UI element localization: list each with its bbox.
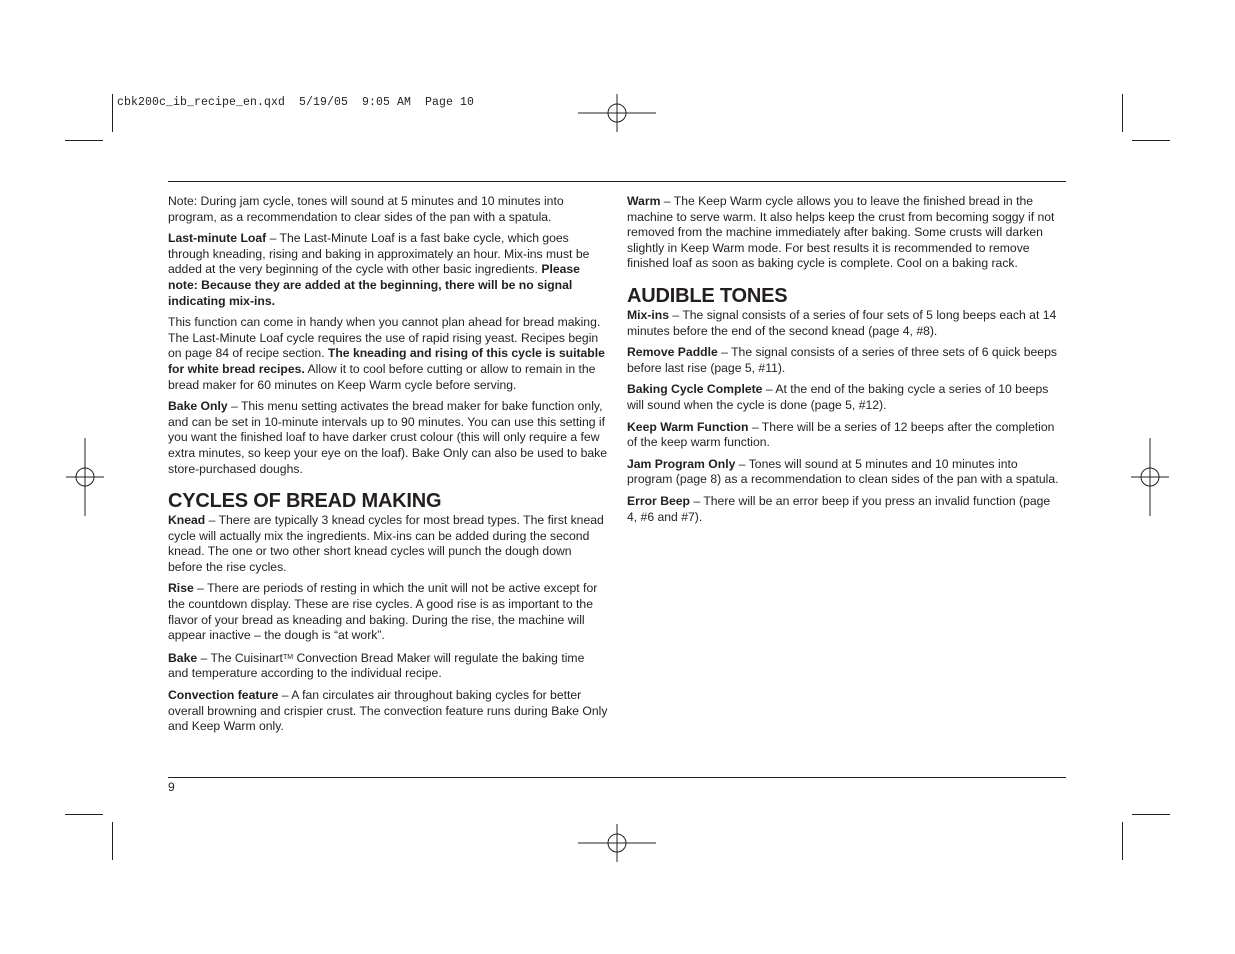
registration-mark-icon — [1131, 438, 1169, 516]
term: Last-minute Loaf — [168, 231, 267, 246]
term: Warm — [627, 194, 661, 208]
jam-paragraph: Jam Program Only – Tones will sound at 5 minutes and 10 minutes into program (page 8) as a recommendation to clean sides of the pan with a spatula. — [627, 456, 1059, 487]
cycles-heading: CYCLES OF BREAD MAKING — [168, 490, 442, 513]
warm-paragraph: Warm – The Keep Warm cycle allows you to leave the finished bread in the machine to serve warm. It also helps keep the crust from becoming soggy if not removed from the machine immediately after baking. Some crusts will darken slightly in Keep Warm mode. For best results it is recommended to remove finished loaf as soon as baking cycle is complete. Cool on a baking rack. — [627, 194, 1055, 271]
term: Convection feature — [168, 688, 279, 703]
crop-mark — [65, 140, 103, 141]
error-beep-paragraph: Error Beep – There will be an error beep if you press an invalid function (page 4, #6 and #7). — [627, 493, 1051, 524]
registration-mark-icon — [578, 824, 656, 862]
term: Mix-ins — [627, 307, 669, 322]
term: Baking Cycle Complete — [627, 382, 763, 397]
crop-mark — [1132, 140, 1170, 141]
baking-complete-paragraph: Baking Cycle Complete – At the end of the baking cycle a series of 10 beeps will sound when the cycle is done (page 5, #12). — [627, 382, 1049, 412]
left-column — [168, 194, 608, 741]
term: Error Beep — [627, 493, 690, 508]
knead-paragraph: Knead – There are typically 3 knead cycles for most bread types. The first knead cycle will actually mix the ingredients. Mix-ins can be added during the second knead. The one or two other short knead cycles will punch the dough down before the rise cycles. — [168, 513, 604, 574]
tones-heading: AUDIBLE TONES — [627, 284, 788, 307]
bake-only-paragraph: Bake Only – This menu setting activates the bread maker for bake function only, and can be set in 10-minute intervals up to 90 minutes. You can use this setting if you want the finished loaf to have darker crust colour (this will only require a few extra minutes, so keep your eye on the loaf). Bake Only can also be used to bake store-purchased doughs. — [168, 399, 608, 476]
term: Knead — [168, 513, 206, 528]
keep-warm-paragraph: Keep Warm Function – There will be a series of 12 beeps after the completion of the keep warm function. — [627, 419, 1055, 450]
crop-mark — [112, 822, 113, 860]
crop-mark — [112, 94, 113, 132]
mixins-paragraph: Mix-ins – The signal consists of a series of four sets of 5 long beeps each at 14 minutes before the end of the second knead (page 4, #8). — [627, 307, 1057, 338]
function-paragraph: This function can come in handy when you cannot plan ahead for bread making. The Last-Minute Loaf cycle requires the use of rapid rising yeast. Recipes begin on page 84 of recipe section. The kneading and rising of this cycle is suitable for white bread recipes. Allow it to cool before cutting or allow to remain in the bread maker for 60 minutes on Keep Warm cycle before serving. — [168, 315, 605, 392]
term: Keep Warm Function — [627, 419, 749, 434]
crop-mark — [1132, 814, 1170, 815]
term: Rise — [168, 581, 194, 596]
last-minute-loaf-paragraph: Last-minute Loaf – The Last-Minute Loaf is a fast bake cycle, which goes through kneading, rising and baking in approximately an hour. Mix-ins must be added at the very beginning of the cycle with other basic ingredients. Please note: Because they are added at the beginning, there will be no signal indicating mix-ins. — [168, 231, 590, 308]
convection-paragraph: Convection feature – A fan circulates air throughout baking cycles for better overall browning and crispier crust. The convection feature runs during Bake Only and Keep Warm only. — [168, 688, 608, 734]
crop-mark — [65, 814, 103, 815]
term: Bake Only — [168, 399, 228, 414]
slug-line: cbk200c_ib_recipe_en.qxd 5/19/05 9:05 AM Page 10 — [117, 96, 475, 109]
registration-mark-icon — [66, 438, 104, 516]
registration-mark-icon — [578, 94, 656, 132]
page-number: 9 — [168, 780, 175, 794]
jam-note: Note: During jam cycle, tones will sound at 5 minutes and 10 minutes into program, as a recommendation to clear sides of the pan with a spatula. — [168, 194, 564, 224]
term: Remove Paddle — [627, 345, 718, 360]
bold-note: Please note: Because they are added at the beginning, there will be no signal indicating mix-ins. — [168, 262, 580, 308]
trademark: TM — [282, 653, 294, 661]
rise-paragraph: Rise – There are periods of resting in which the unit will not be active except for the countdown display. These are rise cycles. A good rise is as important to the flavor of your bread as kneading and baking. During the rise, the machine will appear inactive – the dough is “at work”. — [168, 581, 598, 643]
right-column — [627, 194, 1063, 531]
bottom-rule — [168, 777, 1066, 778]
term: Jam Program Only — [627, 456, 736, 471]
term: Bake — [168, 650, 198, 665]
bake-paragraph: Bake – The Cuisinart™ Convection Bread Maker will regulate the baking time and temperature according to the individual recipe. — [168, 650, 585, 681]
crop-mark — [1122, 822, 1123, 860]
top-rule — [168, 181, 1066, 182]
crop-mark — [1122, 94, 1123, 132]
remove-paddle-paragraph: Remove Paddle – The signal consists of a series of three sets of 6 quick beeps before last rise (page 5, #11). — [627, 345, 1057, 375]
